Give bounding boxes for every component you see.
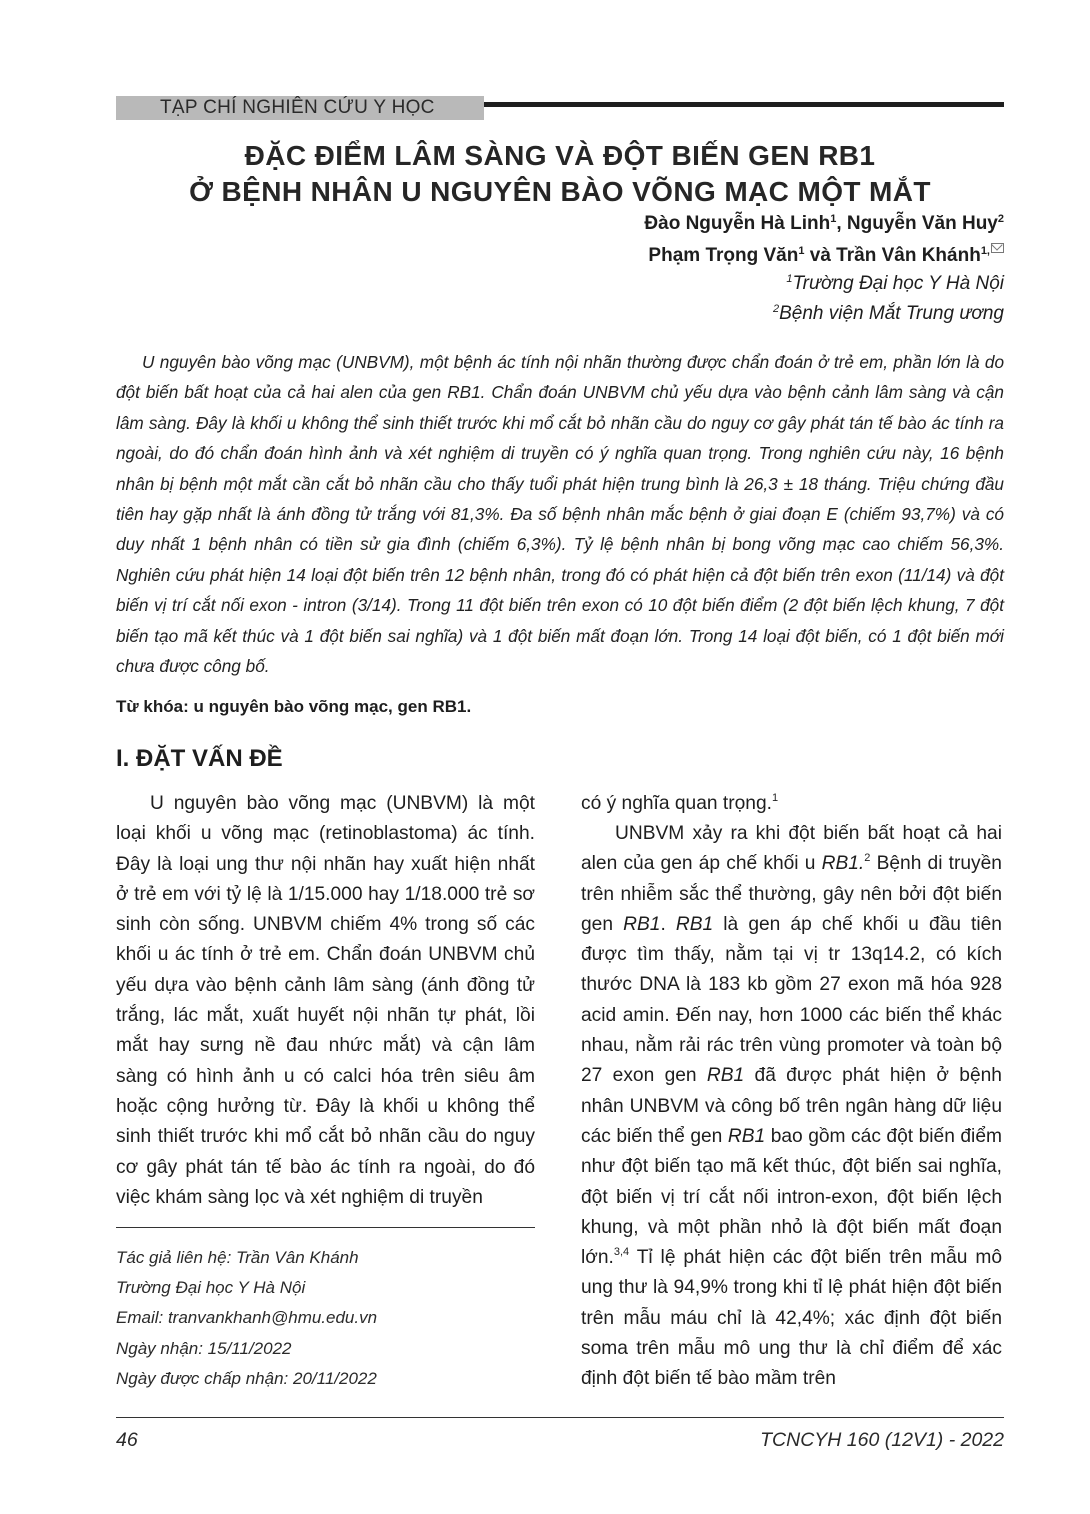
authors-line-1	[644, 213, 1004, 235]
received-date: Ngày nhận: 15/11/2022	[116, 1339, 292, 1358]
citation-ref: 3,4	[613, 1246, 630, 1259]
author-separator: và	[804, 245, 837, 266]
footer-divider	[116, 1417, 1004, 1418]
body-text: Tỉ lệ phát hiện các đột biến trên mẫu mô ung thư là 94,9% trong khi tỉ lệ phát hiện đột biến trên mẫu máu chỉ là 42,4%; xác định đột biến soma trên mẫu mô ung thư là chỉ điểm để xác định đột biến tế bào mầm trên	[581, 1247, 1002, 1390]
article-title-line-2: Ở BỆNH NHÂN U NGUYÊN BÀO VÕNG MẠC MỘT MẮT	[189, 176, 931, 207]
corresponding-author: Tác giả liên hệ: Trần Vân Khánh	[116, 1248, 359, 1267]
continuation-text: có ý nghĩa quan trọng.	[581, 793, 772, 814]
affiliation-mark: 2	[772, 303, 780, 315]
journal-header-rule	[484, 102, 1004, 107]
author-affiliation-mark: 1	[830, 213, 837, 225]
footnote-divider	[116, 1227, 535, 1228]
gene-name: RB1	[727, 1125, 766, 1147]
body-text: là gen áp chế khối u đầu tiên được tìm thấy, nằm tại vị tr 13q14.2, có kích thước DNA là 183 kb gồm 27 exon mã hóa 928 acid amin. Đến nay, hơn 1000 các biến thể khác nhau, nằm rải rác trên vùng promoter và toàn bộ 27 exon gen	[581, 913, 1002, 1087]
body-paragraph-right	[581, 819, 1002, 1395]
body-text: Bệnh di truyền trên nhiễm sắc thể thường, gây nên bởi đột biến gen	[581, 853, 1002, 935]
body-text: bao gồm các đột biến điểm như đột biến tạo mã kết thúc, đột biến sai nghĩa, đột biến vị trí cắt nối intron-exon, đột biến lệch khung, và một phần nhỏ là đột biến mất đoạn lớn.	[581, 1125, 1002, 1269]
accepted-date: Ngày được chấp nhận: 20/11/2022	[116, 1369, 377, 1388]
gene-name: RB1.	[821, 853, 865, 875]
gene-name: RB1	[675, 913, 714, 935]
author-name: Phạm Trọng Văn	[648, 245, 799, 266]
corresponding-affiliation: Trường Đại học Y Hà Nội	[116, 1278, 306, 1297]
envelope-icon	[991, 243, 1004, 253]
author-name: Nguyễn Văn Huy	[846, 213, 998, 234]
author-separator: ,	[836, 213, 847, 234]
authors-line-2	[648, 243, 1004, 267]
author-affiliation-mark: 1,	[980, 245, 990, 257]
body-text: đã được phát hiện ở bệnh nhân UNBVM và công bố trên ngân hàng dữ liệu các biến thể gen	[581, 1065, 1002, 1147]
article-title-line-1: ĐẶC ĐIỂM LÂM SÀNG VÀ ĐỘT BIẾN GEN RB1	[244, 140, 876, 171]
affiliation-name: Trường Đại học Y Hà Nội	[792, 273, 1004, 294]
affiliation-mark: 1	[786, 273, 793, 285]
affiliation-1	[786, 273, 1004, 295]
page-number: 46	[116, 1429, 138, 1451]
body-text: .	[660, 913, 676, 935]
gene-name: RB1	[623, 913, 661, 935]
author-affiliation-mark: 1	[798, 245, 805, 257]
body-paragraph-left: U nguyên bào võng mạc (UNBVM) là một loại khối u võng mạc (retinoblastoma) ác tính. Đây là loại ung thư nội nhãn hay xuất hiện nhất ở trẻ em với tỷ lệ là 1/15.000 hay 1/18.000 trẻ sơ sinh còn sống. UNBVM chiếm 4% trong số các khối u ác tính ở trẻ em. Chẩn đoán UNBVM chủ yếu dựa vào bệnh cảnh lâm sàng (ánh đồng tử trắng, lác mắt, xuất huyết nội nhãn tự phát, lồi mắt hay sưng nề đau nhức mắt) và cận lâm sàng có hình ảnh u có calci hóa trên siêu âm hoặc cộng hưởng từ. Đây là khối u không thể sinh thiết trước khi mổ cắt bỏ nhãn cầu do nguy cơ gây phát tán tế bào ác tính ra ngoài, do đó việc khám sàng lọc và xét nghiệm di truyền	[116, 793, 535, 1208]
section-heading: I. ĐẶT VẤN ĐỀ	[116, 745, 283, 772]
corresponding-email: Email: tranvankhanh@hmu.edu.vn	[116, 1308, 378, 1327]
affiliation-2	[773, 303, 1004, 325]
body-text: UNBVM xảy ra khi đột biến bất hoạt cả hai alen của gen áp chế khối u	[581, 823, 1002, 875]
body-paragraph-continuation	[581, 789, 1002, 819]
journal-issue: TCNCYH 160 (12V1) - 2022	[760, 1429, 1004, 1451]
author-name: Trần Vân Khánh	[836, 245, 981, 266]
author-name: Đào Nguyễn Hà Linh	[644, 213, 831, 234]
citation-ref: 2	[864, 852, 871, 865]
abstract: U nguyên bào võng mạc (UNBVM), một bệnh ác tính nội nhãn thường được chẩn đoán ở trẻ em, phần lớn là do đột biến bất hoạt của cả hai alen của gen RB1. Chẩn đoán UNBVM chủ yếu dựa vào bệnh cảnh lâm sàng và cận lâm sàng. Đây là khối u không thể sinh thiết trước khi mổ cắt bỏ nhãn cầu do nguy cơ gây phát tán tế bào ác tính ra ngoài, do đó chẩn đoán hình ảnh và xét nghiệm di truyền có ý nghĩa quan trọng. Trong nghiên cứu này, 16 bệnh nhân bị bệnh một mắt cần cắt bỏ nhãn cầu cho thấy tuổi phát hiện trung bình là 26,3 ± 18 tháng. Triệu chứng đầu tiên hay gặp nhất là ánh đồng tử trắng với 81,3%. Đa số bệnh nhân mắc bệnh ở giai đoạn E (chiếm 93,7%) và có duy nhất 1 bệnh nhân có tiền sử gia đình (chiếm 6,3%). Tỷ lệ bệnh nhân bị bong võng mạc cao chiếm 56,3%. Nghiên cứu phát hiện 14 loại đột biến trên 12 bệnh nhân, trong đó có phát hiện cả đột biến trên exon (11/14) và đột biến vị trí cắt nối exon - intron (3/14). Trong 11 đột biến trên exon có 10 đột biến điểm (2 đột biến lệch khung, 7 đột biến tạo mã kết thúc và 1 đột biến sai nghĩa) và 1 đột biến mất đoạn lớn. Trong 14 loại đột biến, có 1 đột biến mới chưa được công bố.	[116, 352, 1004, 677]
keywords: Từ khóa: u nguyên bào võng mạc, gen RB1.	[116, 697, 472, 716]
citation-ref: 1	[771, 792, 779, 804]
author-affiliation-mark: 2	[997, 213, 1004, 225]
affiliation-name: Bệnh viện Mắt Trung ương	[779, 303, 1004, 324]
journal-name: TẠP CHÍ NGHIÊN CỨU Y HỌC	[160, 97, 435, 118]
gene-name: RB1	[706, 1065, 745, 1087]
